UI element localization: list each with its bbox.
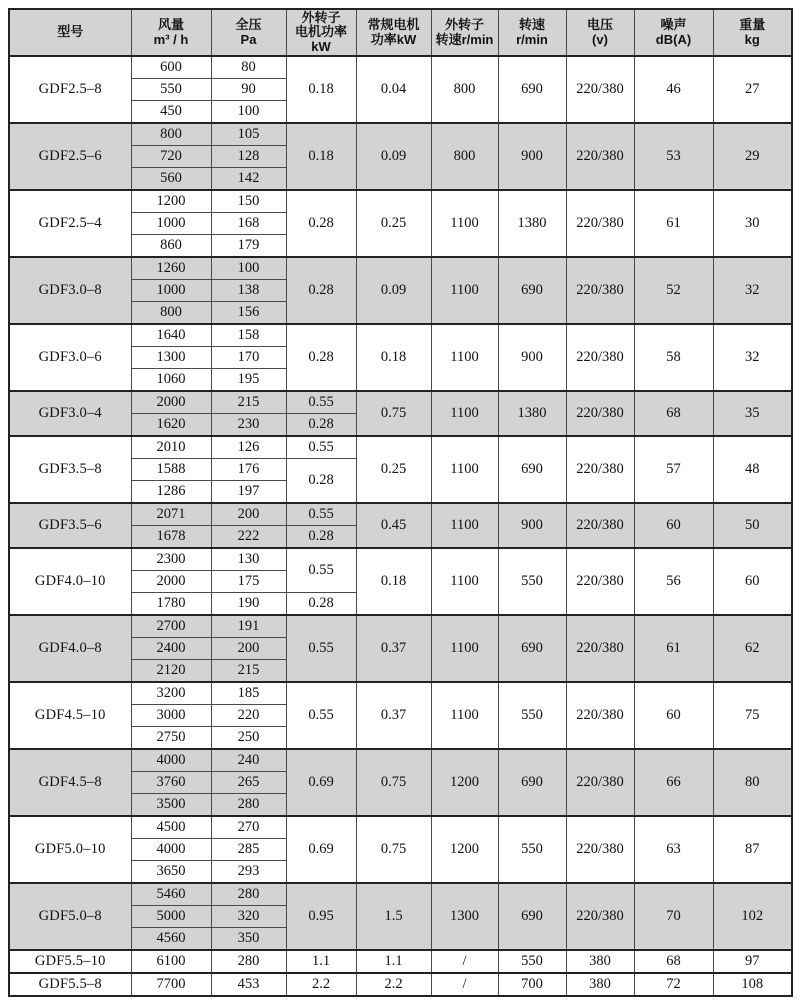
airflow-cell: 600 bbox=[131, 56, 211, 79]
motor-power-cell: 1.5 bbox=[356, 883, 431, 950]
rotor-power-cell: 0.55 bbox=[286, 391, 356, 414]
airflow-cell: 550 bbox=[131, 79, 211, 101]
airflow-cell: 5000 bbox=[131, 906, 211, 928]
motor-power-cell: 0.09 bbox=[356, 123, 431, 190]
table-row bbox=[9, 548, 792, 571]
noise-cell: 52 bbox=[634, 257, 713, 324]
rotor-power-cell: 0.28 bbox=[286, 257, 356, 324]
airflow-cell: 860 bbox=[131, 235, 211, 258]
pressure-cell: 138 bbox=[211, 280, 286, 302]
motor-power-cell: 0.18 bbox=[356, 548, 431, 615]
airflow-cell: 2400 bbox=[131, 638, 211, 660]
motor-power-cell: 0.25 bbox=[356, 436, 431, 503]
table-body bbox=[9, 56, 792, 996]
column-header-speed bbox=[498, 9, 566, 56]
weight-cell: 48 bbox=[713, 436, 792, 503]
motor-power-cell: 0.75 bbox=[356, 391, 431, 436]
rotor-power-cell: 0.55 bbox=[286, 615, 356, 682]
rotor-speed-cell: 800 bbox=[431, 123, 498, 190]
rotor-speed-cell: 1100 bbox=[431, 503, 498, 548]
model-cell: GDF4.5–10 bbox=[9, 682, 131, 749]
fan-spec-table bbox=[8, 8, 793, 997]
table-row bbox=[9, 883, 792, 906]
pressure-cell: 191 bbox=[211, 615, 286, 638]
rotor-power-cell: 0.69 bbox=[286, 749, 356, 816]
rotor-power-cell: 0.28 bbox=[286, 324, 356, 391]
column-header-line: 噪声 bbox=[660, 16, 687, 32]
airflow-cell: 5460 bbox=[131, 883, 211, 906]
voltage-cell: 220/380 bbox=[566, 615, 634, 682]
speed-cell: 700 bbox=[498, 973, 566, 996]
airflow-cell: 1260 bbox=[131, 257, 211, 280]
rotor-power-cell: 0.55 bbox=[286, 503, 356, 526]
airflow-cell: 1588 bbox=[131, 459, 211, 481]
column-header-airflow bbox=[131, 9, 211, 56]
pressure-cell: 158 bbox=[211, 324, 286, 347]
rotor-speed-cell: / bbox=[431, 950, 498, 973]
airflow-cell: 1780 bbox=[131, 593, 211, 616]
column-header-line: 转速 bbox=[518, 16, 545, 32]
voltage-cell: 220/380 bbox=[566, 56, 634, 123]
weight-cell: 30 bbox=[713, 190, 792, 257]
rotor-power-cell: 0.28 bbox=[286, 190, 356, 257]
airflow-cell: 3500 bbox=[131, 794, 211, 817]
motor-power-cell: 0.04 bbox=[356, 56, 431, 123]
pressure-cell: 240 bbox=[211, 749, 286, 772]
speed-cell: 690 bbox=[498, 883, 566, 950]
noise-cell: 61 bbox=[634, 190, 713, 257]
pressure-cell: 320 bbox=[211, 906, 286, 928]
airflow-cell: 4000 bbox=[131, 839, 211, 861]
pressure-cell: 250 bbox=[211, 727, 286, 750]
model-cell: GDF2.5–8 bbox=[9, 56, 131, 123]
airflow-cell: 1000 bbox=[131, 280, 211, 302]
motor-power-cell: 0.18 bbox=[356, 324, 431, 391]
table-row bbox=[9, 816, 792, 839]
table-row bbox=[9, 190, 792, 213]
airflow-cell: 2071 bbox=[131, 503, 211, 526]
model-cell: GDF4.0–10 bbox=[9, 548, 131, 615]
column-header-line: (v) bbox=[592, 31, 608, 47]
rotor-speed-cell: 1100 bbox=[431, 257, 498, 324]
rotor-speed-cell: 1100 bbox=[431, 548, 498, 615]
column-header-line: Pa bbox=[240, 31, 257, 47]
pressure-cell: 150 bbox=[211, 190, 286, 213]
pressure-cell: 265 bbox=[211, 772, 286, 794]
pressure-cell: 142 bbox=[211, 168, 286, 191]
speed-cell: 900 bbox=[498, 503, 566, 548]
rotor-speed-cell: 1100 bbox=[431, 324, 498, 391]
pressure-cell: 170 bbox=[211, 347, 286, 369]
airflow-cell: 4000 bbox=[131, 749, 211, 772]
motor-power-cell: 0.75 bbox=[356, 816, 431, 883]
voltage-cell: 380 bbox=[566, 950, 634, 973]
column-header-rotor_speed bbox=[431, 9, 498, 56]
pressure-cell: 197 bbox=[211, 481, 286, 504]
pressure-cell: 285 bbox=[211, 839, 286, 861]
column-header-line: 全压 bbox=[235, 16, 262, 32]
weight-cell: 87 bbox=[713, 816, 792, 883]
airflow-cell: 1640 bbox=[131, 324, 211, 347]
voltage-cell: 220/380 bbox=[566, 503, 634, 548]
weight-cell: 27 bbox=[713, 56, 792, 123]
rotor-power-cell: 0.28 bbox=[286, 414, 356, 437]
airflow-cell: 2700 bbox=[131, 615, 211, 638]
column-header-line: m³ / h bbox=[153, 31, 189, 47]
speed-cell: 1380 bbox=[498, 190, 566, 257]
weight-cell: 80 bbox=[713, 749, 792, 816]
table-row bbox=[9, 749, 792, 772]
noise-cell: 46 bbox=[634, 56, 713, 123]
airflow-cell: 1678 bbox=[131, 526, 211, 549]
motor-power-cell: 0.09 bbox=[356, 257, 431, 324]
voltage-cell: 220/380 bbox=[566, 123, 634, 190]
rotor-speed-cell: / bbox=[431, 973, 498, 996]
airflow-cell: 450 bbox=[131, 101, 211, 124]
weight-cell: 32 bbox=[713, 257, 792, 324]
header-row bbox=[9, 9, 792, 56]
table-row bbox=[9, 503, 792, 526]
pressure-cell: 280 bbox=[211, 950, 286, 973]
model-cell: GDF3.0–6 bbox=[9, 324, 131, 391]
model-cell: GDF5.5–10 bbox=[9, 950, 131, 973]
airflow-cell: 6100 bbox=[131, 950, 211, 973]
voltage-cell: 220/380 bbox=[566, 682, 634, 749]
weight-cell: 32 bbox=[713, 324, 792, 391]
weight-cell: 97 bbox=[713, 950, 792, 973]
column-header-noise bbox=[634, 9, 713, 56]
pressure-cell: 280 bbox=[211, 794, 286, 817]
airflow-cell: 2000 bbox=[131, 571, 211, 593]
weight-cell: 35 bbox=[713, 391, 792, 436]
column-header-line: 重量 bbox=[739, 16, 766, 32]
rotor-power-cell: 0.28 bbox=[286, 459, 356, 504]
speed-cell: 550 bbox=[498, 682, 566, 749]
pressure-cell: 453 bbox=[211, 973, 286, 996]
airflow-cell: 2300 bbox=[131, 548, 211, 571]
column-header-line: 常规电机 bbox=[367, 16, 420, 32]
column-header-voltage bbox=[566, 9, 634, 56]
rotor-power-cell: 0.69 bbox=[286, 816, 356, 883]
column-header-line: 电压 bbox=[586, 16, 613, 32]
airflow-cell: 800 bbox=[131, 302, 211, 325]
column-header-line: 风量 bbox=[157, 16, 184, 32]
motor-power-cell: 0.45 bbox=[356, 503, 431, 548]
table-row bbox=[9, 973, 792, 996]
column-header-line: 外转子 bbox=[301, 9, 341, 25]
airflow-cell: 3000 bbox=[131, 705, 211, 727]
rotor-power-cell: 0.28 bbox=[286, 526, 356, 549]
speed-cell: 690 bbox=[498, 257, 566, 324]
airflow-cell: 560 bbox=[131, 168, 211, 191]
column-header-weight bbox=[713, 9, 792, 56]
pressure-cell: 175 bbox=[211, 571, 286, 593]
voltage-cell: 220/380 bbox=[566, 190, 634, 257]
speed-cell: 690 bbox=[498, 615, 566, 682]
model-cell: GDF3.0–4 bbox=[9, 391, 131, 436]
speed-cell: 690 bbox=[498, 749, 566, 816]
noise-cell: 61 bbox=[634, 615, 713, 682]
rotor-speed-cell: 1100 bbox=[431, 682, 498, 749]
noise-cell: 68 bbox=[634, 950, 713, 973]
pressure-cell: 80 bbox=[211, 56, 286, 79]
weight-cell: 75 bbox=[713, 682, 792, 749]
rotor-power-cell: 0.95 bbox=[286, 883, 356, 950]
voltage-cell: 220/380 bbox=[566, 548, 634, 615]
table-row bbox=[9, 436, 792, 459]
speed-cell: 550 bbox=[498, 950, 566, 973]
voltage-cell: 220/380 bbox=[566, 324, 634, 391]
table-row bbox=[9, 257, 792, 280]
column-header-motor_power bbox=[356, 9, 431, 56]
pressure-cell: 230 bbox=[211, 414, 286, 437]
weight-cell: 62 bbox=[713, 615, 792, 682]
noise-cell: 70 bbox=[634, 883, 713, 950]
table-row bbox=[9, 123, 792, 146]
column-header-line: kg bbox=[744, 31, 760, 47]
speed-cell: 690 bbox=[498, 56, 566, 123]
noise-cell: 56 bbox=[634, 548, 713, 615]
rotor-power-cell: 0.55 bbox=[286, 548, 356, 593]
weight-cell: 102 bbox=[713, 883, 792, 950]
airflow-cell: 2750 bbox=[131, 727, 211, 750]
speed-cell: 900 bbox=[498, 123, 566, 190]
column-header-line: dB(A) bbox=[655, 31, 692, 47]
airflow-cell: 7700 bbox=[131, 973, 211, 996]
pressure-cell: 128 bbox=[211, 146, 286, 168]
rotor-speed-cell: 1200 bbox=[431, 816, 498, 883]
rotor-power-cell: 0.18 bbox=[286, 123, 356, 190]
noise-cell: 63 bbox=[634, 816, 713, 883]
voltage-cell: 220/380 bbox=[566, 257, 634, 324]
airflow-cell: 1300 bbox=[131, 347, 211, 369]
voltage-cell: 220/380 bbox=[566, 816, 634, 883]
model-cell: GDF2.5–4 bbox=[9, 190, 131, 257]
column-header-line: kW bbox=[311, 38, 331, 54]
noise-cell: 53 bbox=[634, 123, 713, 190]
column-header-model bbox=[9, 9, 131, 56]
rotor-power-cell: 0.18 bbox=[286, 56, 356, 123]
model-cell: GDF5.0–8 bbox=[9, 883, 131, 950]
pressure-cell: 350 bbox=[211, 928, 286, 951]
airflow-cell: 1000 bbox=[131, 213, 211, 235]
table-header bbox=[9, 9, 792, 56]
rotor-power-cell: 0.55 bbox=[286, 436, 356, 459]
airflow-cell: 4500 bbox=[131, 816, 211, 839]
noise-cell: 66 bbox=[634, 749, 713, 816]
airflow-cell: 1200 bbox=[131, 190, 211, 213]
motor-power-cell: 1.1 bbox=[356, 950, 431, 973]
pressure-cell: 215 bbox=[211, 660, 286, 683]
noise-cell: 60 bbox=[634, 682, 713, 749]
pressure-cell: 130 bbox=[211, 548, 286, 571]
model-cell: GDF3.0–8 bbox=[9, 257, 131, 324]
column-header-line: 型号 bbox=[57, 24, 84, 40]
rotor-speed-cell: 1100 bbox=[431, 391, 498, 436]
pressure-cell: 200 bbox=[211, 503, 286, 526]
table-row bbox=[9, 391, 792, 414]
rotor-speed-cell: 1100 bbox=[431, 615, 498, 682]
noise-cell: 60 bbox=[634, 503, 713, 548]
pressure-cell: 185 bbox=[211, 682, 286, 705]
pressure-cell: 200 bbox=[211, 638, 286, 660]
speed-cell: 690 bbox=[498, 436, 566, 503]
weight-cell: 50 bbox=[713, 503, 792, 548]
pressure-cell: 126 bbox=[211, 436, 286, 459]
voltage-cell: 220/380 bbox=[566, 749, 634, 816]
model-cell: GDF3.5–8 bbox=[9, 436, 131, 503]
table-row bbox=[9, 324, 792, 347]
column-header-line: r/min bbox=[516, 31, 548, 47]
motor-power-cell: 2.2 bbox=[356, 973, 431, 996]
model-cell: GDF5.0–10 bbox=[9, 816, 131, 883]
weight-cell: 29 bbox=[713, 123, 792, 190]
airflow-cell: 1060 bbox=[131, 369, 211, 392]
pressure-cell: 215 bbox=[211, 391, 286, 414]
noise-cell: 72 bbox=[634, 973, 713, 996]
rotor-speed-cell: 800 bbox=[431, 56, 498, 123]
pressure-cell: 195 bbox=[211, 369, 286, 392]
column-header-line: 功率kW bbox=[370, 31, 417, 47]
pressure-cell: 190 bbox=[211, 593, 286, 616]
pressure-cell: 179 bbox=[211, 235, 286, 258]
model-cell: GDF2.5–6 bbox=[9, 123, 131, 190]
voltage-cell: 220/380 bbox=[566, 391, 634, 436]
motor-power-cell: 0.37 bbox=[356, 682, 431, 749]
speed-cell: 550 bbox=[498, 816, 566, 883]
model-cell: GDF4.0–8 bbox=[9, 615, 131, 682]
pressure-cell: 270 bbox=[211, 816, 286, 839]
rotor-speed-cell: 1200 bbox=[431, 749, 498, 816]
rotor-power-cell: 2.2 bbox=[286, 973, 356, 996]
column-header-line: 转速r/min bbox=[435, 31, 494, 47]
voltage-cell: 380 bbox=[566, 973, 634, 996]
pressure-cell: 105 bbox=[211, 123, 286, 146]
speed-cell: 1380 bbox=[498, 391, 566, 436]
noise-cell: 57 bbox=[634, 436, 713, 503]
noise-cell: 58 bbox=[634, 324, 713, 391]
rotor-speed-cell: 1300 bbox=[431, 883, 498, 950]
speed-cell: 550 bbox=[498, 548, 566, 615]
table-row bbox=[9, 682, 792, 705]
pressure-cell: 90 bbox=[211, 79, 286, 101]
airflow-cell: 2010 bbox=[131, 436, 211, 459]
pressure-cell: 176 bbox=[211, 459, 286, 481]
table-row bbox=[9, 56, 792, 79]
motor-power-cell: 0.25 bbox=[356, 190, 431, 257]
airflow-cell: 3200 bbox=[131, 682, 211, 705]
airflow-cell: 800 bbox=[131, 123, 211, 146]
rotor-speed-cell: 1100 bbox=[431, 436, 498, 503]
weight-cell: 108 bbox=[713, 973, 792, 996]
table-row bbox=[9, 615, 792, 638]
airflow-cell: 1620 bbox=[131, 414, 211, 437]
pressure-cell: 280 bbox=[211, 883, 286, 906]
pressure-cell: 222 bbox=[211, 526, 286, 549]
airflow-cell: 3760 bbox=[131, 772, 211, 794]
pressure-cell: 168 bbox=[211, 213, 286, 235]
airflow-cell: 1286 bbox=[131, 481, 211, 504]
pressure-cell: 100 bbox=[211, 257, 286, 280]
table-row bbox=[9, 950, 792, 973]
motor-power-cell: 0.75 bbox=[356, 749, 431, 816]
airflow-cell: 2000 bbox=[131, 391, 211, 414]
column-header-pressure bbox=[211, 9, 286, 56]
model-cell: GDF5.5–8 bbox=[9, 973, 131, 996]
model-cell: GDF3.5–6 bbox=[9, 503, 131, 548]
column-header-line: 外转子 bbox=[444, 16, 484, 32]
pressure-cell: 293 bbox=[211, 861, 286, 884]
pressure-cell: 100 bbox=[211, 101, 286, 124]
airflow-cell: 3650 bbox=[131, 861, 211, 884]
speed-cell: 900 bbox=[498, 324, 566, 391]
airflow-cell: 2120 bbox=[131, 660, 211, 683]
rotor-power-cell: 0.55 bbox=[286, 682, 356, 749]
noise-cell: 68 bbox=[634, 391, 713, 436]
pressure-cell: 220 bbox=[211, 705, 286, 727]
weight-cell: 60 bbox=[713, 548, 792, 615]
rotor-power-cell: 0.28 bbox=[286, 593, 356, 616]
motor-power-cell: 0.37 bbox=[356, 615, 431, 682]
airflow-cell: 720 bbox=[131, 146, 211, 168]
model-cell: GDF4.5–8 bbox=[9, 749, 131, 816]
rotor-speed-cell: 1100 bbox=[431, 190, 498, 257]
column-header-line: 电机功率 bbox=[294, 24, 347, 40]
pressure-cell: 156 bbox=[211, 302, 286, 325]
voltage-cell: 220/380 bbox=[566, 883, 634, 950]
rotor-power-cell: 1.1 bbox=[286, 950, 356, 973]
airflow-cell: 4560 bbox=[131, 928, 211, 951]
voltage-cell: 220/380 bbox=[566, 436, 634, 503]
column-header-rotor_power bbox=[286, 9, 356, 56]
